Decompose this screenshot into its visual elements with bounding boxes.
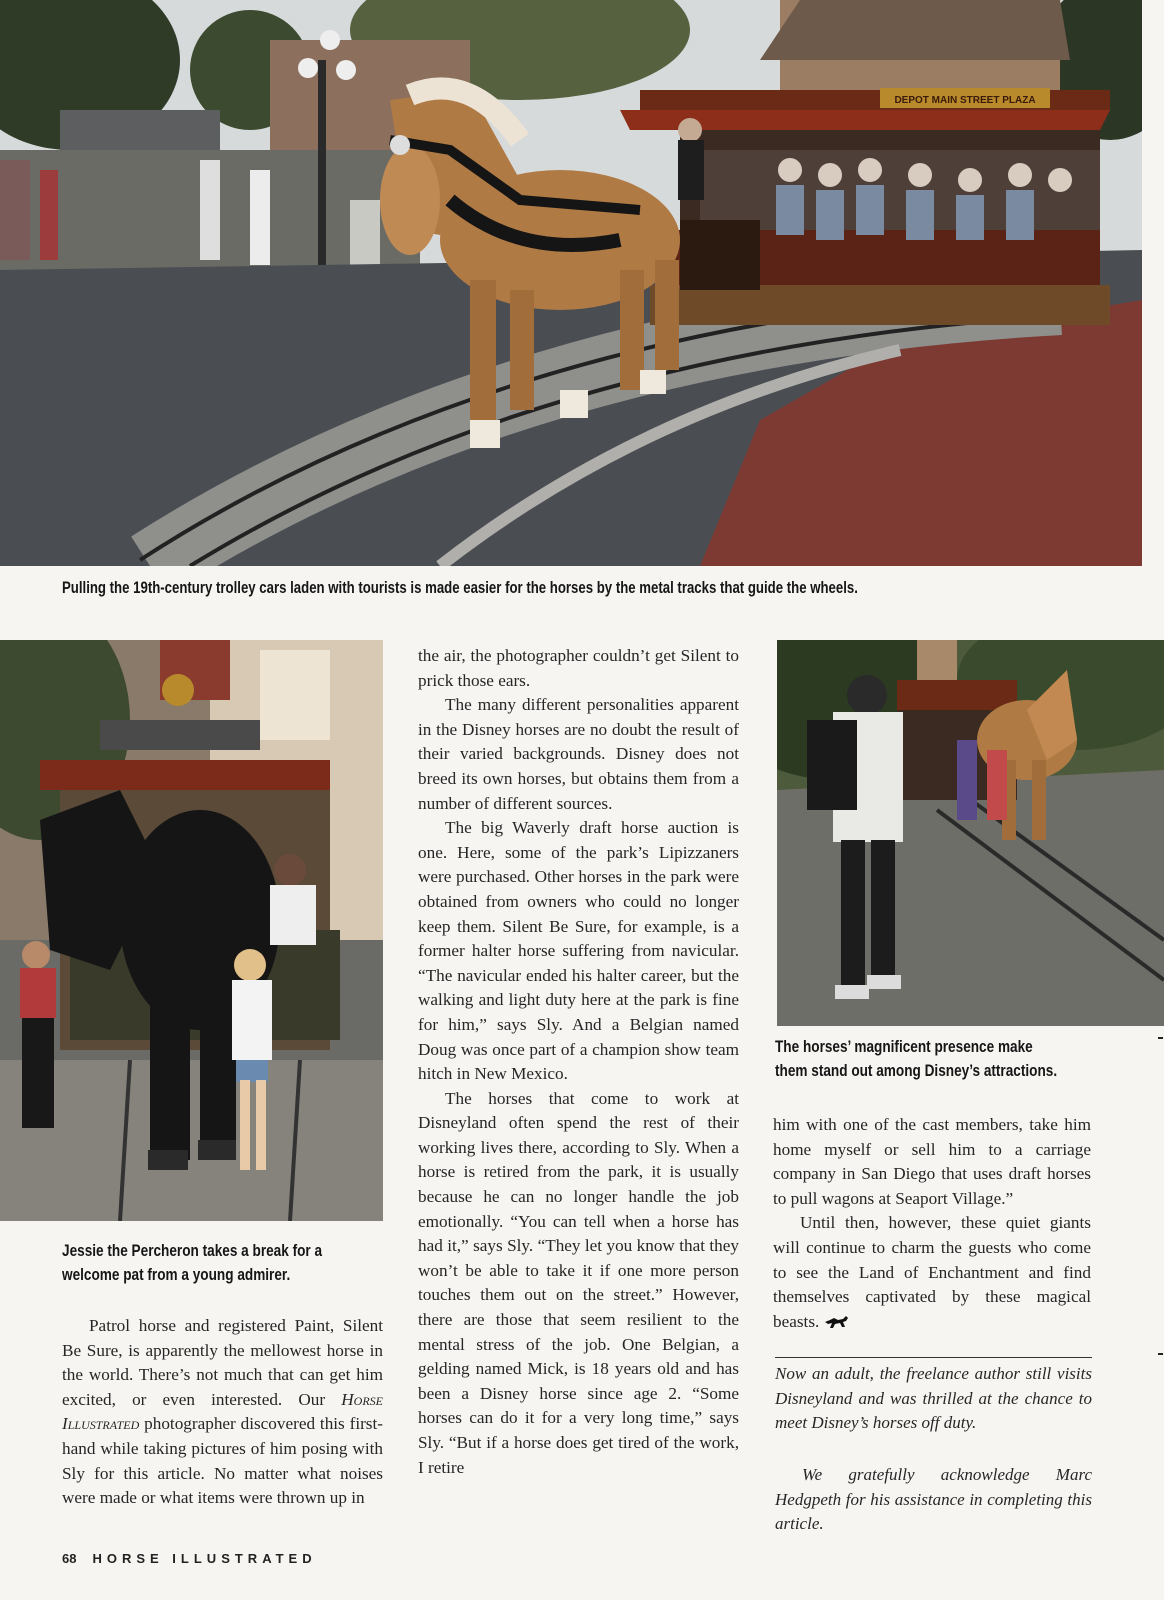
right-caption-line2: them stand out among Disney’s attractions.: [775, 1061, 1058, 1080]
magazine-reference: Horse Illustrated: [62, 1389, 384, 1434]
margin-mark: [1158, 1037, 1163, 1039]
author-note-divider: [775, 1357, 1092, 1358]
column3-paragraph-continued: him with one of the cast members, take him home myself or sell him to a carriage company in San Diego that uses draft horses to pull wagons at Seaport Village.”: [773, 1115, 1091, 1208]
author-bio: [775, 1362, 1092, 1436]
percheron-illustration: [0, 640, 383, 1221]
end-mark-horse-icon: [824, 1315, 850, 1329]
right-photo: [777, 640, 1164, 1026]
article-column-2: [418, 644, 739, 1480]
margin-mark: [1158, 1353, 1163, 1355]
trolley-destination-sign: DEPOT MAIN STREET PLAZA: [894, 95, 1036, 106]
left-photo: [0, 640, 383, 1221]
photographer-illustration: [777, 640, 1164, 1026]
column2-paragraph-retirement: The horses that come to work at Disneyland often spend the rest of their working lives there, according to Sly. When a horse is retired from the park, it is usually because he can no longer handle the job emotionally. “You can tell when a horse has had it,” says Sly. “They let you know that they won’t be able to take it if one more person touches them out on the street.” However, there are those that seem resilient to the mental stress of the job. One Belgian, a gelding named Mick, is 18 years old and has been a Disney horse since age 2. “Some horses can do it for a very long time,” says Sly. “But if a horse does get tired of the work, I retire: [418, 1088, 739, 1477]
author-bio-text: Now an adult, the freelance author still visits Disneyland and was thrilled at the chance to meet Disney’s horses off duty.: [775, 1364, 1092, 1433]
right-photo-caption: [775, 1035, 1057, 1083]
top-photo: [0, 0, 1142, 566]
right-caption-line1: The horses’ magnificent presence make: [775, 1037, 1033, 1056]
left-caption-line1: Jessie the Percheron takes a break for a: [62, 1241, 323, 1260]
trolley-scene-illustration: [0, 0, 1142, 566]
column2-paragraph-sources: The big Waverly draft horse auction is one. Here, some of the park’s Lipizzaners were purchased. Other horses in the park were obtained from owners who could no longer keep them. Silent Be Sure, for example, is a former halter horse suffering from navicular. “The navicular ended his halter career, but the walking and light duty here at the park is fine for him,” says Sly. And a Belgian named Doug was once part of a champion show team hitch in New Mexico.: [418, 818, 739, 1084]
page-number: 68: [62, 1551, 77, 1566]
magazine-name: HORSE ILLUSTRATED: [92, 1551, 317, 1566]
column1-text-start: Patrol horse and registered Paint, Silent Be Sure, is apparently the mellowest horse in the world. There’s not much that can get him excited, or even interested. Our: [62, 1316, 383, 1409]
left-caption-line2: welcome pat from a young admirer.: [62, 1265, 291, 1284]
article-column-3: [773, 1113, 1091, 1334]
acknowledgement-text: We gratefully acknowledge Marc Hedgpeth for his assistance in completing this article.: [775, 1465, 1092, 1534]
article-column-1: [62, 1314, 383, 1511]
column3-closing-text: Until then, however, these quiet giants will continue to charm the guests who come to see the Land of Enchantment and find themselves captivated by these magical beasts.: [773, 1213, 1091, 1331]
acknowledgement: [775, 1463, 1092, 1537]
column2-paragraph-continued: the air, the photographer couldn’t get Silent to prick those ears.: [418, 646, 739, 690]
column2-paragraph-personalities: The many different personalities apparent in the Disney horses are no doubt the result of their varied backgrounds. Disney does not breed its own horses, but obtains them from a number of different sources.: [418, 695, 739, 813]
column1-text-end: photographer discovered this first-hand while taking pictures of him posing with Sly for this article. No matter what noises were made or what items were thrown up in: [62, 1414, 383, 1508]
top-photo-caption: Pulling the 19th-century trolley cars laden with tourists is made easier for the horses by the metal tracks that guide the wheels.: [62, 579, 858, 597]
column3-paragraph-closing: [773, 1211, 1091, 1334]
column1-paragraph: [62, 1314, 383, 1511]
left-photo-caption: [62, 1239, 322, 1287]
page-footer: [62, 1551, 317, 1566]
